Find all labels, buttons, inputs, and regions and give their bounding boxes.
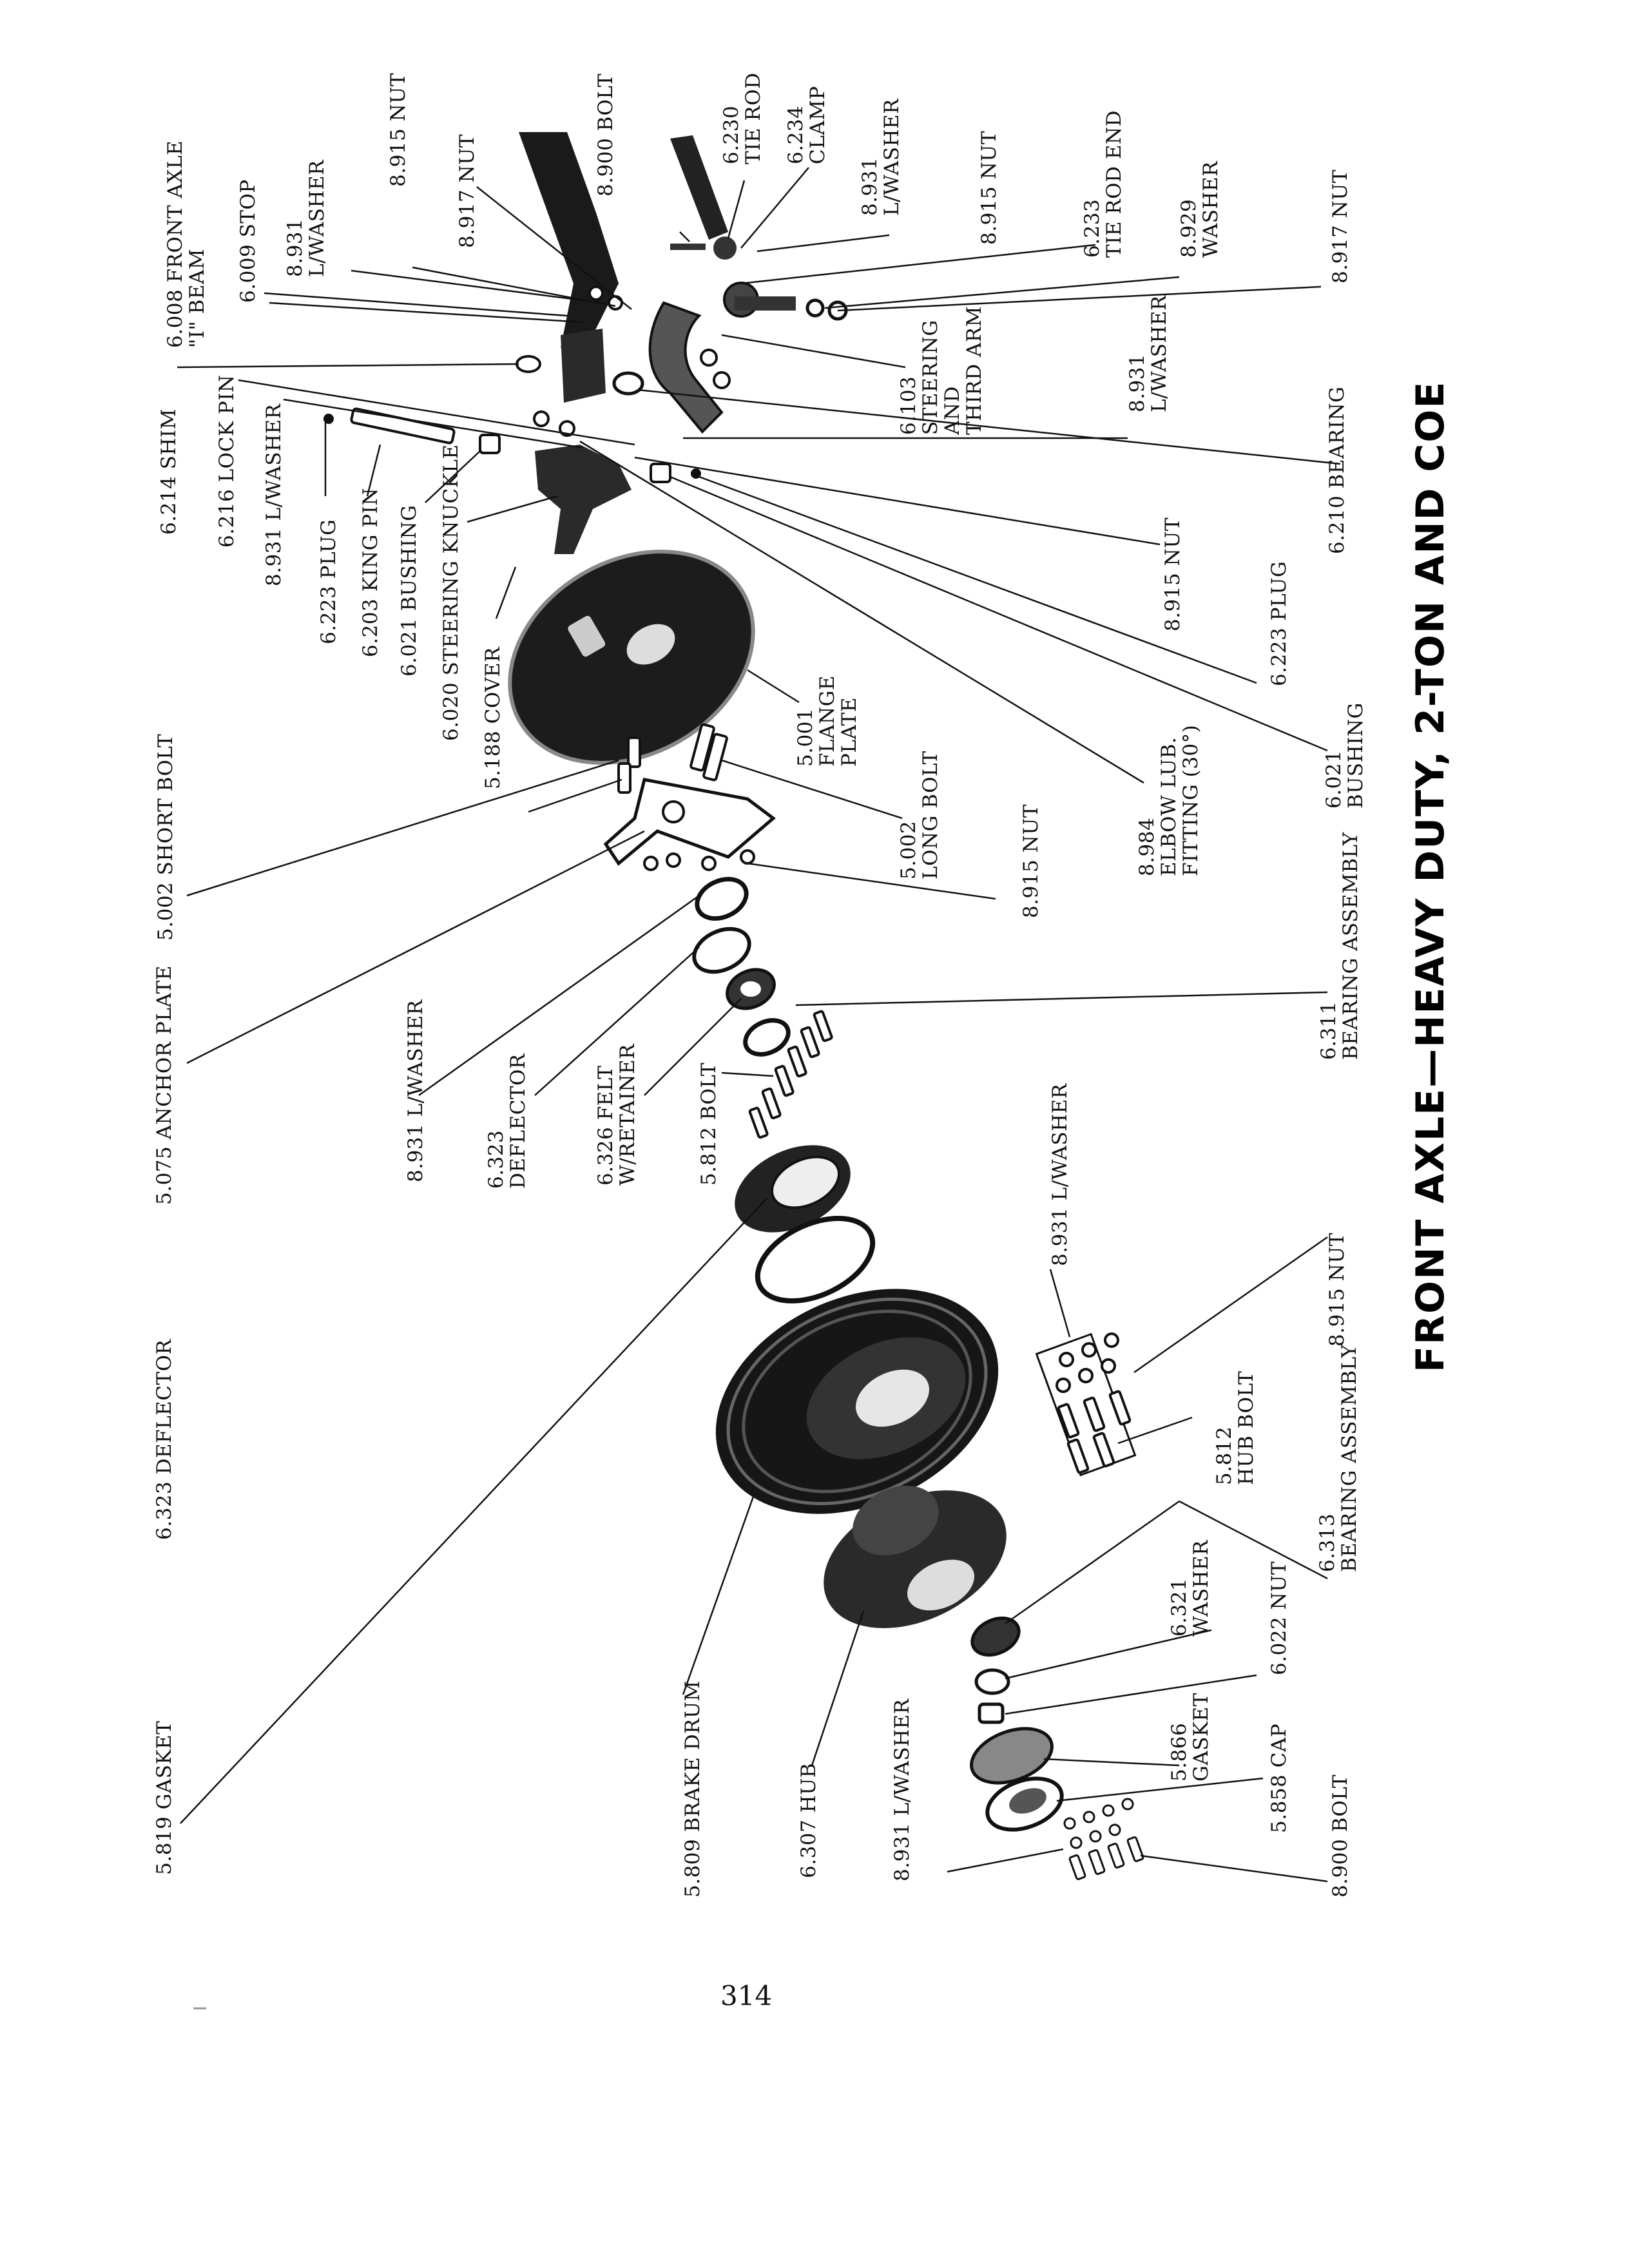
callout-label-line: 8.915 NUT [978,130,1001,245]
callout-label-line: 6.022 NUT [1268,1561,1291,1675]
anchor-plate-hole [663,802,684,822]
callout-label-line: 6.009 STOP [236,179,260,303]
short-bolt-1 [628,738,640,767]
steering-knuckle [535,445,631,554]
callout-label-line: 6.223 PLUG [317,519,340,644]
page-number: 314 [720,1980,773,2012]
callout-label [1168,1693,1213,1782]
felt-retainer-hole [740,981,761,997]
callout-label-line: CLAMP [806,86,829,164]
callout-label-line: 6.234 [784,105,807,164]
callout-label [720,72,765,164]
callout-label-line: 6.021 BUSHING [398,505,421,677]
callout-label-line: 8.917 NUT [1329,169,1352,284]
spindle-nut [979,1704,1003,1722]
callout-label-line: 8.984 [1135,817,1159,876]
callout-label [1168,1539,1213,1637]
callout-label [978,131,1001,245]
callout-label [1268,1724,1291,1833]
l-washer-ring [691,872,753,927]
callout-label-line: ELBOW LUB. [1157,736,1181,876]
arm-nut-2 [714,372,729,388]
callout-label-line: HUB BOLT [1235,1370,1258,1485]
callout-label [1213,1371,1258,1485]
callout-label [1325,387,1349,554]
stop-bolt [590,287,602,300]
callout-label [398,505,421,677]
callout-label-line: 6.008 FRONT AXLE [164,140,187,348]
callout-label-line: L/WASHER [1148,295,1171,412]
callout-label-line: 5.858 CAP [1268,1723,1291,1833]
callout-label-line: 6.223 PLUG [1268,561,1291,686]
callout-label-line: 8.931 L/WASHER [891,1698,914,1881]
callout-label-line: 6.321 [1168,1577,1191,1637]
callout-label [1329,169,1352,284]
callout-label-line: 6.103 [897,376,920,435]
callout-label-line: FITTING (30°) [1179,724,1202,876]
callout-label-line: TIE ROD END [1103,110,1126,258]
knuckle-nut [534,412,548,426]
callout-label-line: 5.075 ANCHOR PLATE [153,965,176,1205]
beam-washer [609,296,622,309]
callout-label [284,159,329,277]
cap-bolt-group [1065,1799,1144,1879]
callout-label [594,73,617,197]
callout-label [784,86,829,164]
callout-label [485,1053,530,1189]
callout-label [262,403,285,586]
callout-label [439,444,463,741]
callout-label-line: 6.323 DEFLECTOR [153,1339,176,1540]
callout-label-line: 5.002 SHORT BOLT [154,733,177,941]
callout-label [481,646,505,789]
callout-label-line: BEARING ASSEMBLY [1339,832,1362,1060]
callout-label-line: WASHER [1199,161,1222,258]
callout-label-line: 5.866 [1168,1722,1191,1782]
callout-label [891,1698,914,1881]
bushing-left [480,435,499,453]
callout-label-line: 5.188 COVER [481,646,505,789]
callout-label [153,1338,176,1540]
callout-label [1126,294,1171,412]
callout-label-line: AND [941,386,964,435]
anchor-nut-2 [702,857,715,870]
callout-label [153,1721,176,1875]
callout-label [215,374,238,548]
callout-label-line: L/WASHER [880,99,903,216]
callout-label [154,734,177,941]
callout-label [1316,1344,1361,1572]
callout-label [1268,561,1291,686]
callout-label-line: W/RETAINER [616,1044,639,1186]
callout-label [157,408,180,535]
callout-label-line: 5.819 GASKET [153,1720,176,1875]
inner-bearing-race [740,1014,794,1061]
callout-label-line: 8.915 NUT [1325,1232,1349,1347]
steering-third-arm [650,303,722,432]
callout-label [681,1680,704,1898]
callout-label [164,140,209,348]
callout-label-line: BEARING ASSEMBLY [1338,1344,1361,1572]
callout-label-line: FLANGE [816,675,839,767]
callout-label [1048,1082,1072,1266]
callout-label [1135,725,1202,876]
callout-label-line: 6.323 [485,1129,508,1189]
callout-label-line: 6.214 SHIM [157,408,180,535]
callout-label-line: 5.002 [897,820,920,879]
callout-label-line: 8.915 NUT [1161,517,1184,631]
callout-label-line: 6.307 HUB [797,1762,820,1878]
callout-label-line: 6.020 STEERING KNUCKLE [439,444,463,741]
outer-bearing [967,1611,1025,1662]
callout-label-line: LONG BOLT [919,751,942,879]
callout-label [1325,1233,1349,1347]
callout-label-line: 5.809 BRAKE DRUM [681,1680,704,1898]
callout-label-line: GASKET [1190,1693,1213,1782]
callout-label-line: 8.931 [284,218,307,277]
callout-label-line: DEFLECTOR [506,1053,530,1189]
callout-label [697,1062,720,1186]
diagram-title: FRONT AXLE—HEAVY DUTY, 2-TON AND COE [1408,380,1453,1372]
callout-label [1329,1774,1352,1898]
callout-label-line: 8.931 L/WASHER [262,403,285,586]
axle-beam-end [561,329,606,403]
callout-label-line: 6.210 BEARING [1325,386,1349,554]
callout-label-line: 6.326 FELT [594,1065,617,1186]
callout-label-line: BUSHING [1344,702,1367,809]
callout-label-line: THIRD ARM [963,306,986,435]
callout-label [594,1043,639,1186]
callout-label [897,306,986,436]
anchor-nut-4 [644,857,657,870]
callout-label-line: 8.900 BOLT [594,73,617,197]
callout-label-line: L/WASHER [305,160,329,277]
spindle-washer [976,1670,1008,1693]
callout-label [794,675,861,767]
callout-label-line: 8.915 NUT [1019,803,1043,918]
tie-rod-washer [807,300,823,316]
callout-label-line: "I" BEAM [186,248,209,348]
callout-label-line: 8.931 [1126,353,1149,412]
arm-nut-1 [701,350,717,365]
callout-label-line: 6.233 [1081,198,1104,258]
callout-label [404,999,427,1182]
callout-label-line: 8.931 L/WASHER [404,999,427,1182]
callout-label [1317,832,1362,1060]
callout-label-line: 5.812 [1213,1426,1236,1485]
callout-label [456,134,479,248]
callout-label-line: 8.931 [858,157,882,216]
callout-label-line: 8.915 NUT [387,72,410,187]
callout-label-line: STEERING [919,320,942,435]
callout-label [153,965,176,1205]
callout-label [359,488,382,657]
callout-label-line: 8.929 [1177,198,1200,258]
callout-label [797,1763,820,1878]
callout-label [1081,110,1126,258]
callout-label-line: 6.216 LOCK PIN [215,374,238,548]
callout-label-line: 6.203 KING PIN [359,488,382,657]
callout-label-line: TIE ROD [742,72,765,164]
callout-label-line: 6.230 [720,105,743,164]
tie-rod-end-arm [735,296,796,311]
callout-label-line: 6.311 [1317,1001,1340,1060]
callout-label-line: 8.931 L/WASHER [1048,1083,1072,1266]
callout-label-line: 5.812 BOLT [697,1062,720,1186]
beam-bolt [670,244,706,250]
callout-label-line: 5.001 [794,707,817,767]
anchor-nut-3 [741,850,754,863]
callout-label [897,751,942,879]
callout-label-line: 6.313 [1316,1513,1339,1572]
hub-bolt-group [1037,1334,1135,1475]
short-bolt-2 [619,764,630,793]
callout-label [1177,160,1222,258]
callout-label [387,73,410,187]
callout-label [1019,804,1043,918]
callout-label [1322,702,1367,809]
callout-label [858,98,903,216]
tie-rod-clamp [713,236,737,260]
callout-label [317,519,340,644]
shim [517,356,540,372]
callout-label-line: WASHER [1190,1540,1213,1637]
callout-label-line: 6.021 [1322,749,1345,809]
anchor-nut-1 [667,854,680,867]
callout-label [236,179,260,303]
callout-label-line: PLATE [838,697,861,767]
bushing-right [651,464,670,482]
callout-label [1161,517,1184,631]
callout-label-line: 8.900 BOLT [1329,1774,1352,1898]
callout-label-line: 8.917 NUT [456,133,479,248]
callout-label [1268,1561,1291,1675]
